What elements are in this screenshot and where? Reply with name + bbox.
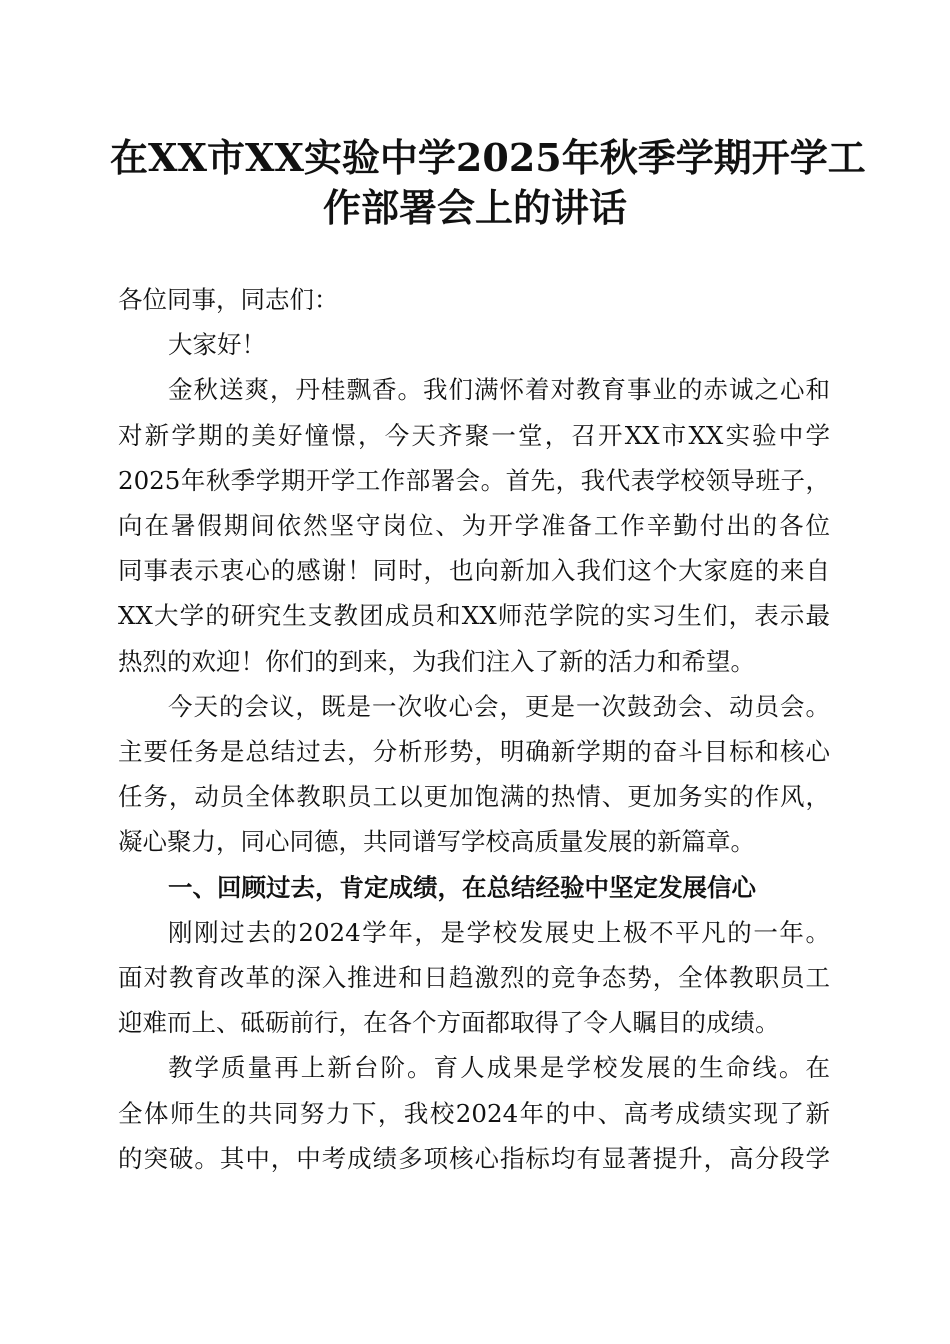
document-body — [118, 277, 830, 1181]
section-heading: 一、回顾过去，肯定成绩，在总结经验中坚定发展信心 — [168, 872, 756, 902]
salutation-text: 各位同事，同志们： — [118, 285, 339, 314]
paragraph-line: 的突破。其中，中考成绩多项核心指标均有显著提升，高分段学 — [118, 1143, 830, 1173]
paragraph-opening — [118, 367, 830, 683]
paragraph-line: 任务，动员全体教职员工以更加饱满的热情、更加务实的作风， — [118, 782, 830, 812]
greeting-text: 大家好！ — [168, 330, 266, 360]
paragraph-line: 教学质量再上新台阶。育人成果是学校发展的生命线。在 — [168, 1053, 830, 1083]
paragraph-line: 凝心聚力，同心同德，共同谱写学校高质量发展的新篇章。 — [118, 827, 755, 857]
title-line-1: 在XX市XX实验中学2025年秋季学期开学工 — [110, 135, 866, 180]
greeting — [118, 322, 830, 367]
document-title — [110, 133, 866, 233]
paragraph-line: 主要任务是总结过去，分析形势，明确新学期的奋斗目标和核心 — [118, 737, 830, 767]
paragraph-line: 2025年秋季学期开学工作部署会。首先，我代表学校领导班子， — [118, 465, 830, 495]
paragraph-line: 刚刚过去的2024学年，是学校发展史上极不平凡的一年。 — [168, 917, 830, 947]
paragraph-meeting-purpose — [118, 684, 830, 865]
paragraph-line: 对新学期的美好憧憬，今天齐聚一堂，召开XX市XX实验中学 — [118, 420, 830, 450]
paragraph-line: 向在暑假期间依然坚守岗位、为开学准备工作辛勤付出的各位 — [118, 511, 830, 541]
title-line-2: 作部署会上的讲话 — [322, 185, 627, 230]
paragraph-line: 全体师生的共同努力下，我校2024年的中、高考成绩实现了新 — [118, 1098, 830, 1128]
paragraph-line: 金秋送爽，丹桂飘香。我们满怀着对教育事业的赤诚之心和 — [168, 375, 830, 405]
paragraph-line: 迎难而上、砥砺前行，在各个方面都取得了令人瞩目的成绩。 — [118, 1008, 780, 1038]
salutation — [118, 277, 830, 322]
paragraph-teaching-quality — [118, 1045, 830, 1181]
paragraph-line: 同事表示衷心的感谢！同时，也向新加入我们这个大家庭的来自 — [118, 556, 830, 586]
paragraph-line: XX大学的研究生支教团成员和XX师范学院的实习生们，表示最 — [118, 601, 830, 631]
paragraph-review — [118, 910, 830, 1046]
paragraph-line: 面对教育改革的深入推进和日趋激烈的竞争态势，全体教职员工 — [118, 963, 830, 993]
paragraph-line: 热烈的欢迎！你们的到来，为我们注入了新的活力和希望。 — [118, 646, 755, 676]
paragraph-line: 今天的会议，既是一次收心会，更是一次鼓劲会、动员会。 — [168, 691, 830, 721]
